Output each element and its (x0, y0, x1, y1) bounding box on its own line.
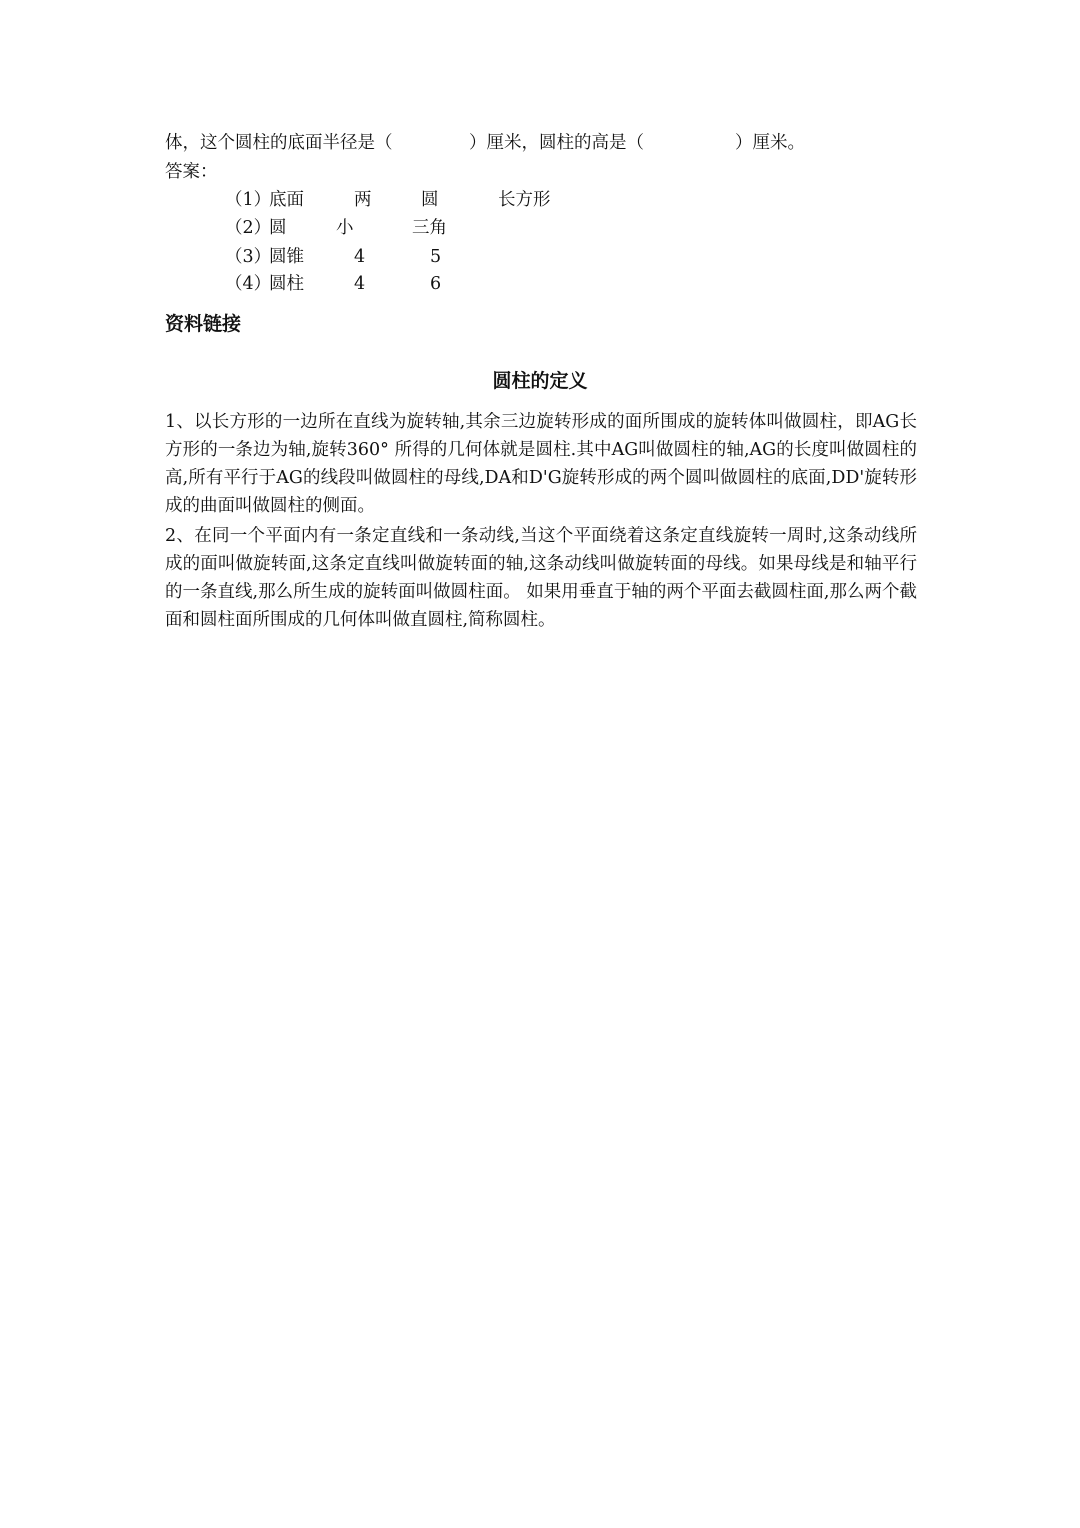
answer-row-4 (225, 271, 585, 297)
answer-row-3 (225, 244, 585, 270)
answer-cell: 圆柱 (269, 274, 304, 294)
answer-number: （1） (225, 190, 272, 210)
answer-row-2 (225, 215, 585, 241)
answer-cell: 4 (354, 274, 366, 294)
answer-number: （3） (225, 247, 272, 267)
answer-cell: 5 (430, 247, 442, 267)
question-text-part1: 体，这个圆柱的底面半径是（ (165, 133, 393, 153)
answer-label: 答案： (165, 162, 218, 182)
answer-cell: 圆 (269, 218, 287, 238)
article-paragraph-2: 2、在同一个平面内有一条定直线和一条动线,当这个平面绕着这条定直线旋转一周时,这条动线所成的面叫做旋转面,这条定直线叫做旋转面的轴,这条动线叫做旋转面的母线。如果母线是和轴平行的一条直线,那么所生成的旋转面叫做圆柱面。 如果用垂直于轴的两个平面去截圆柱面,那么两个截面和圆柱面所围成的几何体叫做直圆柱,简称圆柱。 (165, 526, 917, 630)
answer-cell: 两 (354, 190, 372, 210)
question-text-part3: ）厘米。 (735, 133, 805, 153)
answer-cell: 圆锥 (269, 247, 304, 267)
answer-cell: 底面 (269, 190, 304, 210)
answer-row-1 (225, 187, 585, 213)
answer-number: （2） (225, 218, 272, 238)
answer-cell: 圆 (421, 190, 439, 210)
article-paragraph-1: 1、以长方形的一边所在直线为旋转轴,其余三边旋转形成的面所围成的旋转体叫做圆柱，即AG长方形的一条边为轴,旋转360° 所得的几何体就是圆柱.其中AG叫做圆柱的轴,AG的长度叫做圆柱的高,所有平行于AG的线段叫做圆柱的母线,DA和D'G旋转形成的两个圆叫做圆柱的底面,DD'旋转形成的曲面叫做圆柱的侧面。 (165, 412, 917, 516)
section-heading: 资料链接 (165, 313, 242, 335)
answer-cell: 6 (430, 274, 442, 294)
answer-cell: 小 (336, 218, 354, 238)
question-tail-line (165, 130, 925, 156)
article-title: 圆柱的定义 (492, 370, 588, 392)
answer-cell: 三角 (412, 218, 447, 238)
question-text-part2: ）厘米，圆柱的高是（ (469, 133, 644, 153)
answer-cell: 4 (354, 247, 366, 267)
answer-cell: 长方形 (498, 190, 551, 210)
answer-number: （4） (225, 274, 272, 294)
